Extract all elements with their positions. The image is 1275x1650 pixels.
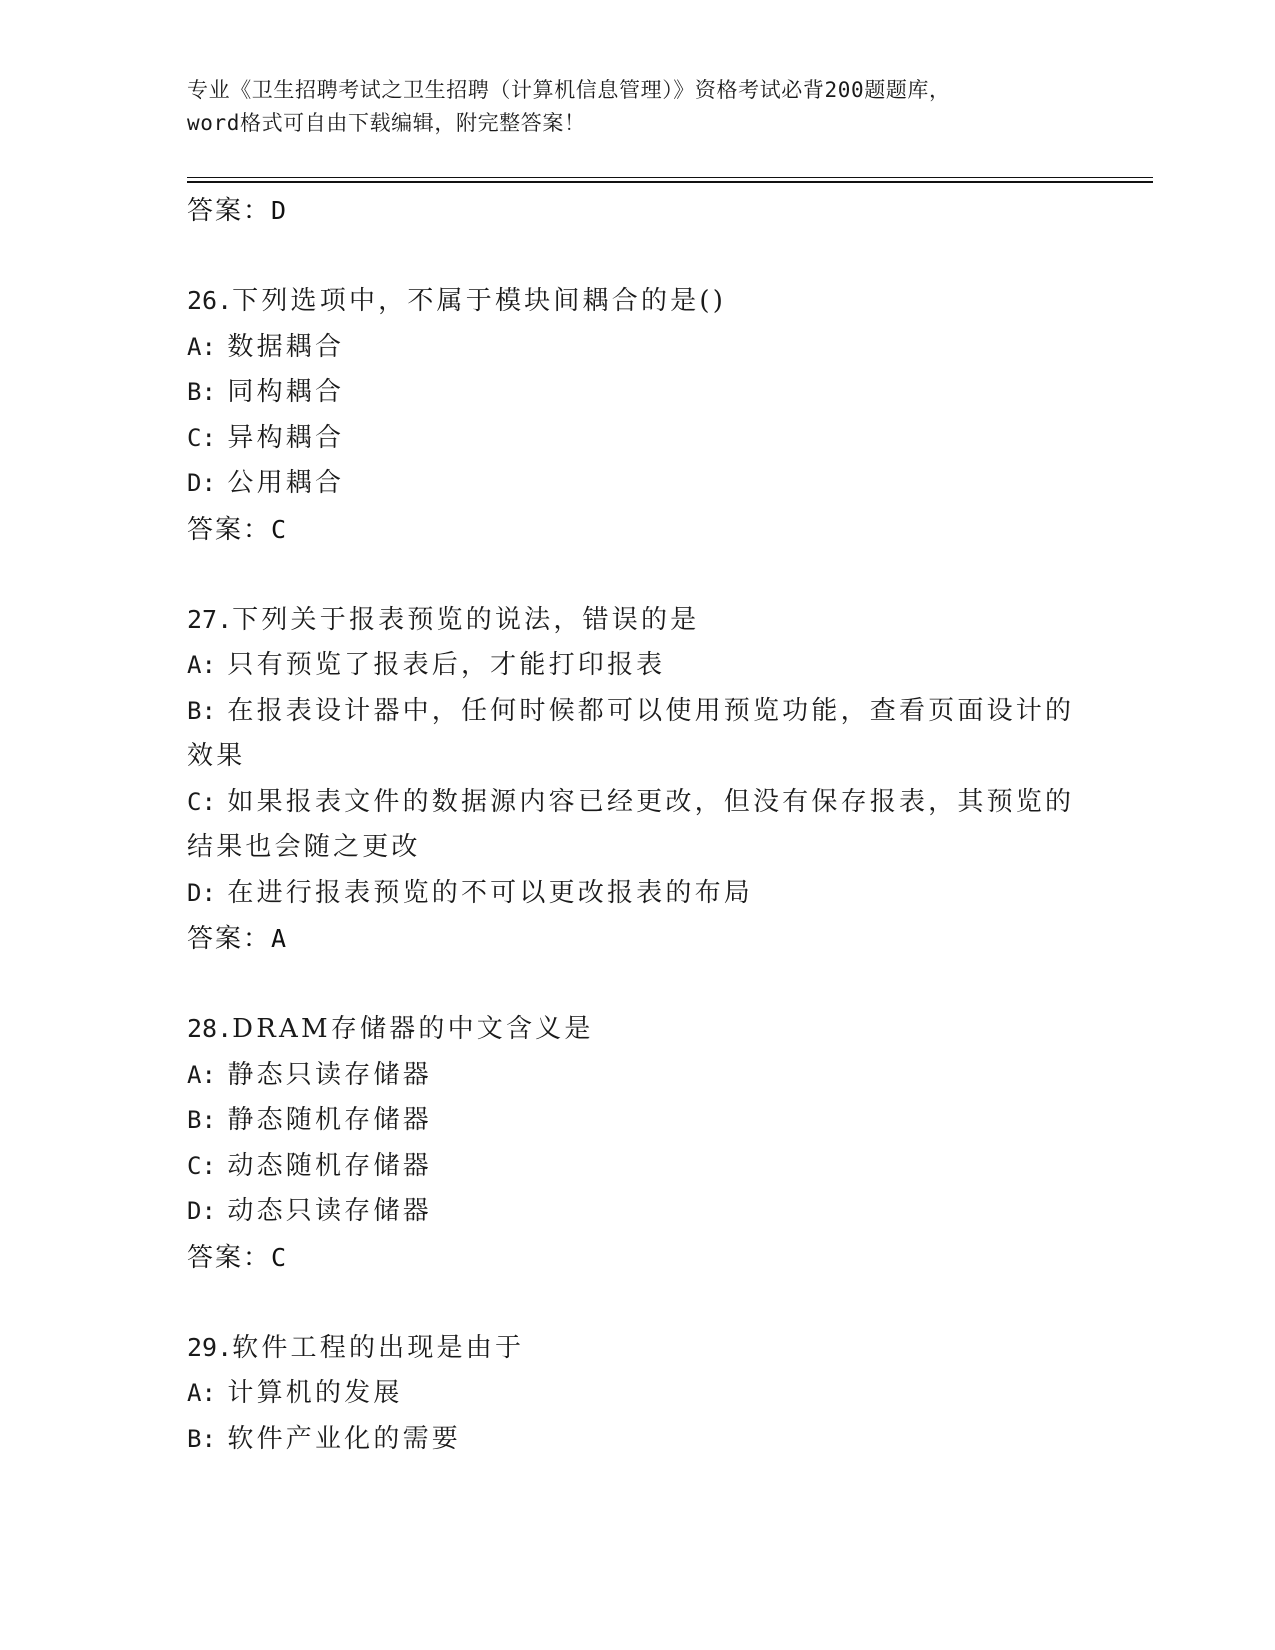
spacer <box>187 1281 1087 1325</box>
answer-label: 答案： <box>187 924 272 954</box>
option-text: 只有预览了报表后，才能打印报表 <box>227 650 666 680</box>
question-answer <box>187 916 1087 962</box>
option-text: 数据耦合 <box>227 331 345 362</box>
option-text: 静态只读存储器 <box>227 1059 432 1090</box>
answer-value: D <box>271 196 287 225</box>
spacer <box>187 553 1087 597</box>
question-text: 软件工程的出现是由于 <box>232 1332 525 1363</box>
question-28 <box>187 1006 1087 1281</box>
question-text: 下列关于报表预览的说法，错误的是 <box>232 604 700 635</box>
option-letter: D: <box>187 469 216 497</box>
option-c <box>187 780 1087 871</box>
answer-value: C <box>271 514 287 544</box>
option-letter: B: <box>187 696 216 725</box>
option-letter: A: <box>187 1379 216 1407</box>
option-letter: A: <box>187 651 216 679</box>
answer-value: A <box>271 924 287 953</box>
option-letter: A: <box>187 1060 216 1089</box>
option-text: 同构耦合 <box>227 377 345 407</box>
option-d <box>187 461 1087 507</box>
option-text: 动态随机存储器 <box>227 1150 432 1181</box>
previous-answer <box>187 188 1087 234</box>
question-29 <box>187 1325 1087 1463</box>
option-letter: B: <box>187 378 216 406</box>
document-header <box>187 74 1097 140</box>
questions-content <box>187 188 1087 1462</box>
answer-label: 答案： <box>187 1242 272 1273</box>
option-b <box>187 370 1087 416</box>
option-letter: C: <box>187 423 216 452</box>
option-text: 如果报表文件的数据源内容已经更改，但没有保存报表，其预览的结果也会随之更改 <box>187 786 1075 862</box>
header-rule-thin <box>187 177 1153 178</box>
option-text: 计算机的发展 <box>227 1378 403 1408</box>
question-text: DRAM存储器的中文含义是 <box>232 1014 594 1044</box>
question-stem <box>187 278 1087 325</box>
question-number: 27. <box>187 604 233 634</box>
option-letter: B: <box>187 1424 216 1453</box>
answer-label: 答案： <box>187 514 272 545</box>
question-stem <box>187 1006 1087 1053</box>
option-letter: B: <box>187 1106 216 1134</box>
option-a <box>187 643 1087 689</box>
option-letter: C: <box>187 1151 216 1180</box>
option-letter: C: <box>187 787 216 816</box>
question-27 <box>187 597 1087 963</box>
option-d <box>187 1189 1087 1235</box>
question-number: 29. <box>187 1332 233 1362</box>
question-number: 26. <box>187 286 233 315</box>
option-letter: D: <box>187 878 216 907</box>
option-b <box>187 1417 1087 1463</box>
option-c <box>187 1144 1087 1190</box>
option-c <box>187 416 1087 462</box>
answer-label: 答案： <box>187 196 272 226</box>
option-text: 公用耦合 <box>227 468 345 498</box>
option-a <box>187 1371 1087 1417</box>
question-answer <box>187 1235 1087 1281</box>
option-text: 软件产业化的需要 <box>227 1423 461 1454</box>
option-a <box>187 325 1087 371</box>
option-text: 在进行报表预览的不可以更改报表的布局 <box>227 877 753 908</box>
spacer <box>187 962 1087 1006</box>
question-26 <box>187 278 1087 553</box>
question-text: 下列选项中，不属于模块间耦合的是() <box>232 286 727 316</box>
option-text: 异构耦合 <box>227 422 345 453</box>
answer-value: C <box>271 1242 287 1272</box>
option-b <box>187 689 1087 780</box>
question-number: 28. <box>187 1014 233 1043</box>
option-b <box>187 1098 1087 1144</box>
question-answer <box>187 507 1087 553</box>
header-rule-thick <box>187 181 1153 183</box>
header-title-line-2: word格式可自由下载编辑，附完整答案！ <box>187 111 586 135</box>
spacer <box>187 234 1087 278</box>
question-stem <box>187 597 1087 644</box>
option-text: 在报表设计器中，任何时候都可以使用预览功能，查看页面设计的效果 <box>187 695 1075 771</box>
question-stem <box>187 1325 1087 1372</box>
option-letter: D: <box>187 1197 216 1225</box>
option-a <box>187 1053 1087 1099</box>
option-text: 静态随机存储器 <box>227 1105 432 1135</box>
option-letter: A: <box>187 332 216 361</box>
header-title-line-1: 专业《卫生招聘考试之卫生招聘（计算机信息管理）》资格考试必背200题题库， <box>187 78 951 102</box>
option-d <box>187 871 1087 917</box>
option-text: 动态只读存储器 <box>227 1196 432 1226</box>
